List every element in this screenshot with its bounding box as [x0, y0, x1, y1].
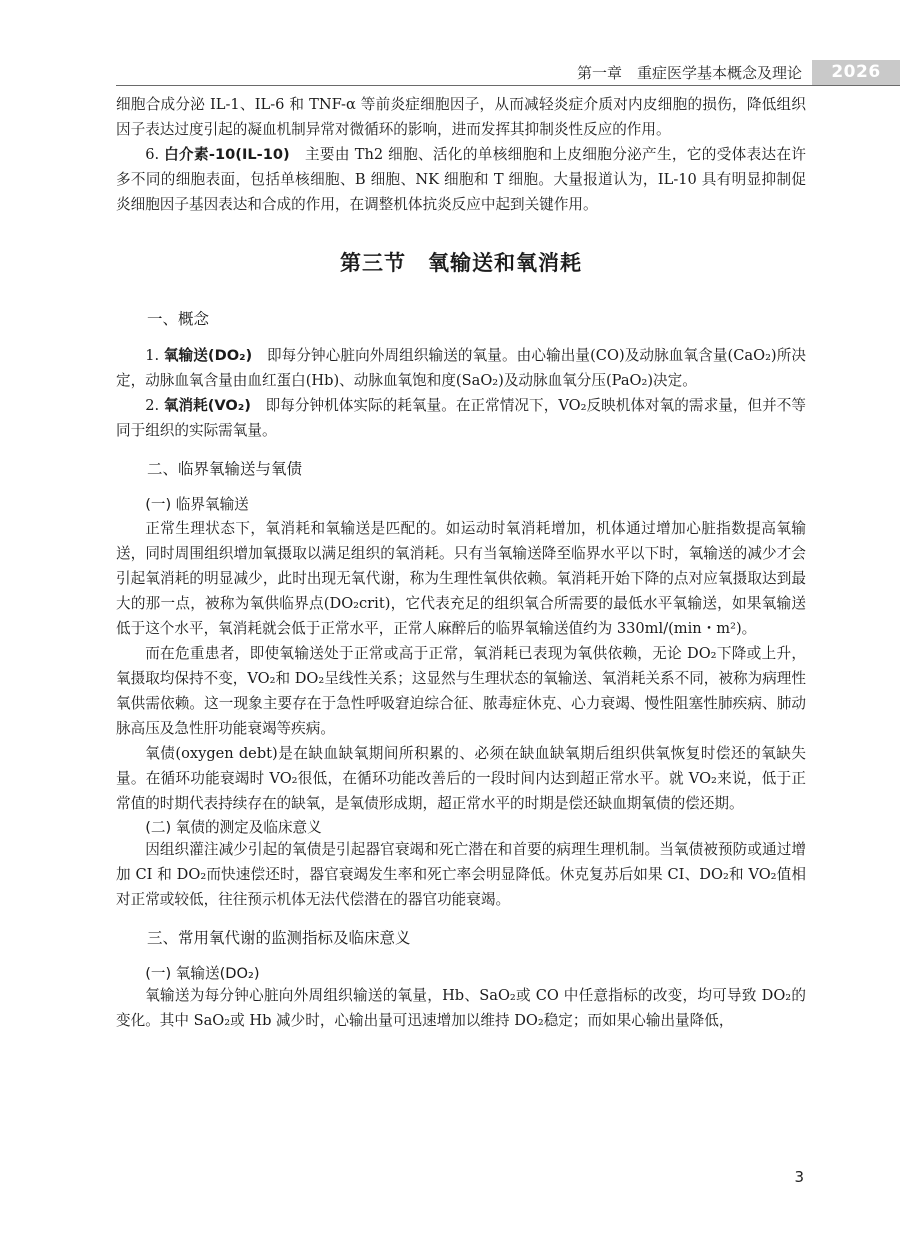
- running-header: [0, 60, 900, 86]
- header-rule: [116, 85, 900, 86]
- subheading-oxygen-debt: (二) 氧债的测定及临床意义: [145, 819, 322, 836]
- concept-paragraph-1: [116, 343, 806, 393]
- item-number: 1.: [145, 347, 160, 364]
- concept-paragraph-2: [116, 393, 806, 443]
- heading-concept: 一、概念: [147, 310, 210, 328]
- oxygen-debt-clinical-paragraph: 因组织灌注减少引起的氧债是引起器官衰竭和死亡潜在和首要的病理生理机制。当氧债被预防或通过增加 CI 和 DO₂而快速偿还时，器官衰竭发生率和死亡率会明显降低。休克复苏后如果 CI、DO₂和 VO₂值相对正常或较低，往往预示机体无法代偿潜在的器官功能衰竭。: [116, 841, 806, 908]
- subheading-do2: (一) 氧输送(DO₂): [145, 965, 260, 982]
- critical-do2-paragraph-2: 而在危重患者，即使氧输送处于正常或高于正常，氧消耗已表现为氧供依赖，无论 DO₂下降或上升，氧摄取均保持不变，VO₂和 DO₂呈线性关系；这显然与生理状态的氧输送、氧消耗关系不同，被称为病理性氧供需依赖。这一现象主要存在于急性呼吸窘迫综合征、脓毒症休克、心力衰竭、慢性阻塞性肺疾病、肺动脉高压及急性肝功能衰竭等疾病。: [116, 645, 806, 737]
- term-oxygen-consumption: 氧消耗(VO₂): [163, 397, 251, 414]
- item-text: 主要由 Th2 细胞、活化的单核细胞和上皮细胞分泌产生，它的受体表达在许多不同的细胞表面，包括单核细胞、B 细胞、NK 细胞和 T 细胞。大量报道认为，IL-10 具有明显抑制促炎细胞因子基因表达和合成的作用，在调整机体抗炎反应中起到关键作用。: [116, 146, 806, 213]
- page-content: [116, 92, 806, 1033]
- term-il10: 白介素-10(IL-10): [164, 146, 290, 163]
- intro-paragraph-2: [116, 142, 806, 217]
- do2-paragraph: 氧输送为每分钟心脏向外周组织输送的氧量，Hb、SaO₂或 CO 中任意指标的改变，均可导致 DO₂的变化。其中 SaO₂或 Hb 减少时，心输出量可迅速增加以维持 DO₂稳定；而如果心输出量降低，: [116, 987, 806, 1029]
- term-oxygen-delivery: 氧输送(DO₂): [163, 347, 253, 364]
- item-number: 6.: [145, 146, 160, 163]
- oxygen-debt-paragraph: 氧债(oxygen debt)是在缺血缺氧期间所积累的、必须在缺血缺氧期后组织供氧恢复时偿还的氧缺失量。在循环功能衰竭时 VO₂很低，在循环功能改善后的一段时间内达到超正常水平。就 VO₂来说，低于正常值的时期代表持续存在的缺氧，是氧债形成期，超正常水平的时期是偿还缺血期氧债的偿还期。: [116, 745, 806, 812]
- critical-do2-paragraph-1: 正常生理状态下，氧消耗和氧输送是匹配的。如运动时氧消耗增加，机体通过增加心脏指数提高氧输送，同时周围组织增加氧摄取以满足组织的氧消耗。只有当氧输送降至临界水平以下时，氧输送的减少才会引起氧消耗的明显减少，此时出现无氧代谢，称为生理性氧供依赖。氧消耗开始下降的点对应氧摄取达到最大的那一点，被称为氧供临界点(DO₂crit)，它代表充足的组织氧合所需要的最低水平氧输送，如果氧输送低于这个水平，氧消耗就会低于正常水平，正常人麻醉后的临界氧输送值约为 330ml/(min・m²)。: [116, 520, 806, 637]
- year-badge: 2026: [812, 60, 900, 85]
- intro-paragraph-1: 细胞合成分泌 IL-1、IL-6 和 TNF-α 等前炎症细胞因子，从而减轻炎症介质对内皮细胞的损伤，降低组织因子表达过度引起的凝血机制异常对微循环的影响，进而发挥其抑制炎性反应的作用。: [116, 96, 806, 138]
- heading-critical-do2: 二、临界氧输送与氧债: [147, 460, 303, 478]
- page-number: 3: [794, 1168, 804, 1186]
- item-text: 即每分钟机体实际的耗氧量。在正常情况下，VO₂反映机体对氧的需求量，但并不等同于组织的实际需氧量。: [116, 397, 806, 439]
- item-text: 即每分钟心脏向外周组织输送的氧量。由心输出量(CO)及动脉血氧含量(CaO₂)所决定，动脉血氧含量由血红蛋白(Hb)、动脉血氧饱和度(SaO₂)及动脉血氧分压(PaO₂)决定。: [116, 347, 806, 389]
- heading-monitoring: 三、常用氧代谢的监测指标及临床意义: [147, 929, 411, 947]
- section-title: 第三节 氧输送和氧消耗: [340, 251, 582, 275]
- chapter-title: 第一章 重症医学基本概念及理论: [576, 64, 802, 82]
- subheading-critical-do2: (一) 临界氧输送: [145, 496, 249, 513]
- item-number: 2.: [145, 397, 160, 414]
